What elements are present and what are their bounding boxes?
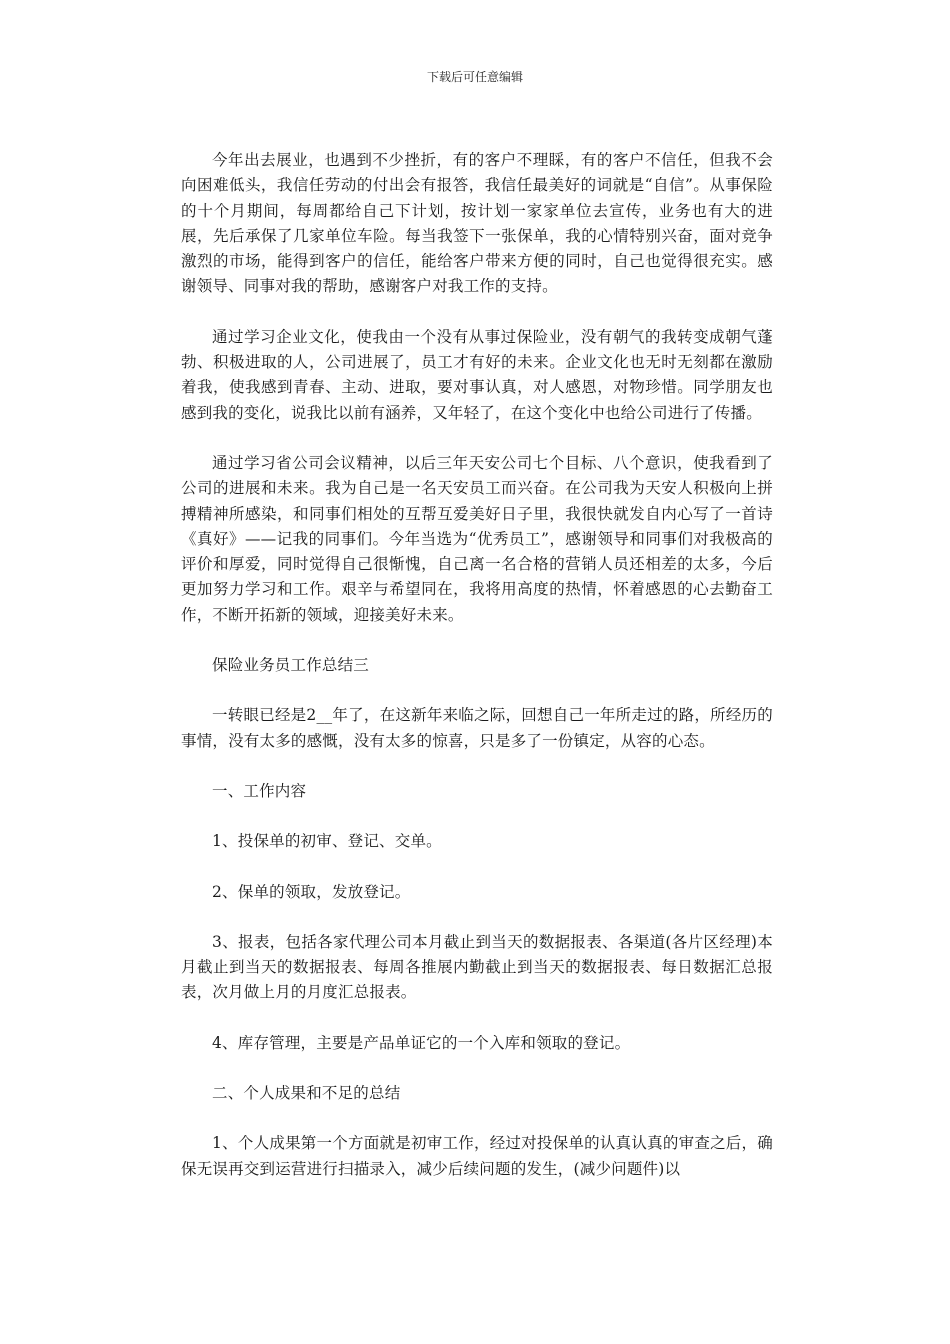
heading-summary: 二、个人成果和不足的总结 (212, 1084, 401, 1103)
paragraph-3: 通过学习省公司会议精神，以后三年天安公司七个目标、八个意识，使我看到了公司的进展和未来。我为自己是一名天安员工而兴奋。在公司我为天安人积极向上拼搏精神所感染，和同事们相处的互帮互爱美好日子里，我很快就发自内心写了一首诗《真好》——记我的同事们。今年当选为“优秀员工”，感谢领导和同事们对我极高的评价和厚爱，同时觉得自己很惭愧，自己离一名合格的营销人员还相差的太多，今后更加努力学习和工作。艰辛与希望同在，我将用高度的热情，怀着感恩的心去勤奋工作，不断开拓新的领域，迎接美好未来。 (181, 453, 773, 624)
header-note: 下载后可任意编辑 (426, 70, 523, 84)
heading-work-content: 一、工作内容 (212, 781, 307, 800)
list-item-3: 3、报表，包括各家代理公司本月截止到当天的数据报表、各渠道(各片区经理)本月截止到当天的数据报表、每周各推展内勤截止到当天的数据报表、每日数据汇总报表，次月做上月的月度汇总报表。 (181, 932, 773, 1002)
list-item-2: 2、保单的领取，发放登记。 (212, 882, 411, 901)
paragraph-1: 今年出去展业，也遇到不少挫折，有的客户不理睬，有的客户不信任，但我不会向困难低头，我信任劳动的付出会有报答，我信任最美好的词就是“自信”。从事保险的十个月期间，每周都给自己下计划，按计划一家家单位去宣传，业务也有大的进展，先后承保了几家单位车险。每当我签下一张保单，我的心情特别兴奋，面对竞争激烈的市场，能得到客户的信任，能给客户带来方便的同时，自己也觉得很充实。感谢领导、同事对我的帮助，感谢客户对我工作的支持。 (181, 151, 773, 296)
list-item-4: 4、库存管理，主要是产品单证它的一个入库和领取的登记。 (212, 1033, 631, 1052)
paragraph-intro: 一转眼已经是2__年了，在这新年来临之际，回想自己一年所走过的路，所经历的事情，没有太多的感慨，没有太多的惊喜，只是多了一份镇定，从容的心态。 (181, 706, 773, 750)
paragraph-2: 通过学习企业文化，使我由一个没有从事过保险业，没有朝气的我转变成朝气蓬勃、积极进取的人，公司进展了，员工才有好的未来。企业文化也无时无刻都在激励着我，使我感到青春、主动、进取，要对事认真，对人感恩，对物珍惜。同学朋友也感到我的变化，说我比以前有涵养，又年轻了，在这个变化中也给公司进行了传播。 (181, 327, 773, 422)
list-item-1: 1、投保单的初审、登记、交单。 (212, 832, 442, 851)
section-title: 保险业务员工作总结三 (212, 656, 370, 675)
summary-item-1: 1、个人成果第一个方面就是初审工作，经过对投保单的认真认真的审查之后，确保无误再交到运营进行扫描录入，减少后续问题的发生，(减少问题件)以 (181, 1134, 773, 1178)
document-body (181, 148, 773, 1182)
